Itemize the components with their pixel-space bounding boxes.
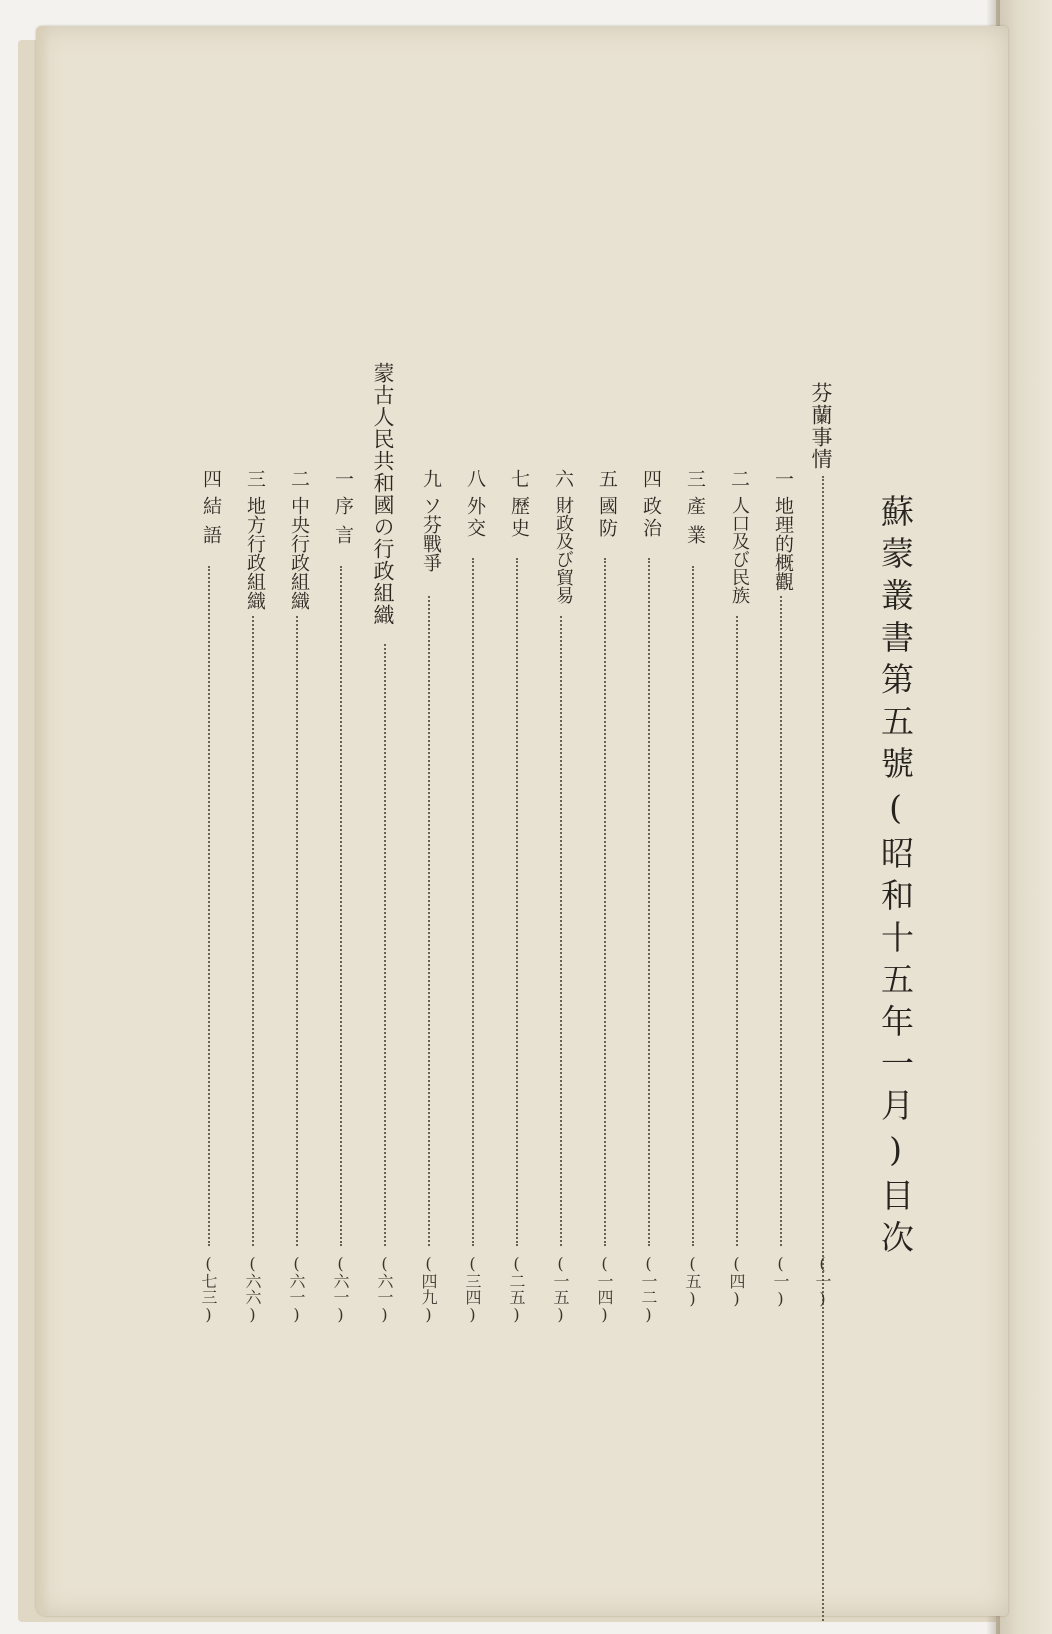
item-number: 二	[728, 469, 750, 488]
item-number: 九	[420, 469, 442, 488]
item-number: 六	[552, 469, 574, 488]
item-label: ソ芬戰爭	[420, 496, 442, 572]
item-label: 產業	[684, 496, 706, 554]
leader-dots	[296, 616, 298, 1246]
item-page-ref: (一五)	[551, 1254, 570, 1324]
item-label: 中央行政組織	[288, 496, 310, 610]
section-title-1: 芬蘭事情	[809, 382, 833, 470]
item-page-ref: (六一)	[287, 1254, 306, 1324]
item-page-ref: (一二)	[639, 1254, 658, 1324]
item-page-ref: (五)	[683, 1254, 702, 1308]
item-number: 三	[684, 469, 706, 488]
item-page-ref: (一)	[771, 1254, 790, 1308]
item-label: 人口及び民族	[729, 496, 750, 604]
item-label: 歷史	[508, 496, 530, 540]
item-number: 二	[288, 469, 310, 488]
page-ref-section-1: (一)	[813, 1254, 832, 1308]
item-page-ref: (二五)	[507, 1254, 526, 1324]
item-label: 地理的概觀	[772, 496, 794, 591]
item-page-ref: (三四)	[463, 1254, 482, 1324]
item-label: 結語	[200, 496, 222, 554]
item-number: 七	[508, 469, 530, 488]
item-number: 四	[200, 469, 222, 488]
page-ref-section-2: (六一)	[375, 1254, 394, 1324]
item-label: 外交	[464, 496, 486, 540]
item-number: 一	[332, 469, 354, 488]
item-page-ref: (七三)	[199, 1254, 218, 1324]
leader-dots	[560, 616, 562, 1246]
item-page-ref: (六六)	[243, 1254, 262, 1324]
item-number: 一	[772, 469, 794, 488]
item-number: 三	[244, 469, 266, 488]
leader-dots	[516, 558, 518, 1246]
item-number: 五	[596, 469, 618, 488]
item-label: 財政及び貿易	[553, 496, 574, 604]
leader-dots	[648, 558, 650, 1246]
item-page-ref: (四)	[727, 1254, 746, 1308]
item-number: 四	[640, 469, 662, 488]
leader-dots	[822, 476, 824, 1621]
leader-dots	[208, 566, 210, 1246]
contents-page	[36, 26, 1008, 1616]
leader-dots	[736, 616, 738, 1246]
item-page-ref: (六一)	[331, 1254, 350, 1324]
item-page-ref: (四九)	[419, 1254, 438, 1324]
item-label: 政治	[640, 496, 662, 540]
item-page-ref: (一四)	[595, 1254, 614, 1324]
leader-dots	[692, 566, 694, 1246]
leader-dots	[252, 616, 254, 1246]
item-label: 國防	[596, 496, 618, 540]
item-label: 序言	[332, 496, 354, 554]
leader-dots	[780, 596, 782, 1246]
item-label: 地方行政組織	[244, 496, 266, 610]
leader-dots	[340, 566, 342, 1246]
leader-dots	[428, 596, 430, 1246]
leader-dots	[604, 558, 606, 1246]
leader-dots	[384, 644, 386, 1246]
item-number: 八	[464, 469, 486, 488]
section-title-2: 蒙古人民共和國の行政組織	[371, 362, 395, 626]
leader-dots	[472, 558, 474, 1246]
book-title: 蘇蒙叢書第五號(昭和十五年一月)目次	[876, 494, 915, 1262]
